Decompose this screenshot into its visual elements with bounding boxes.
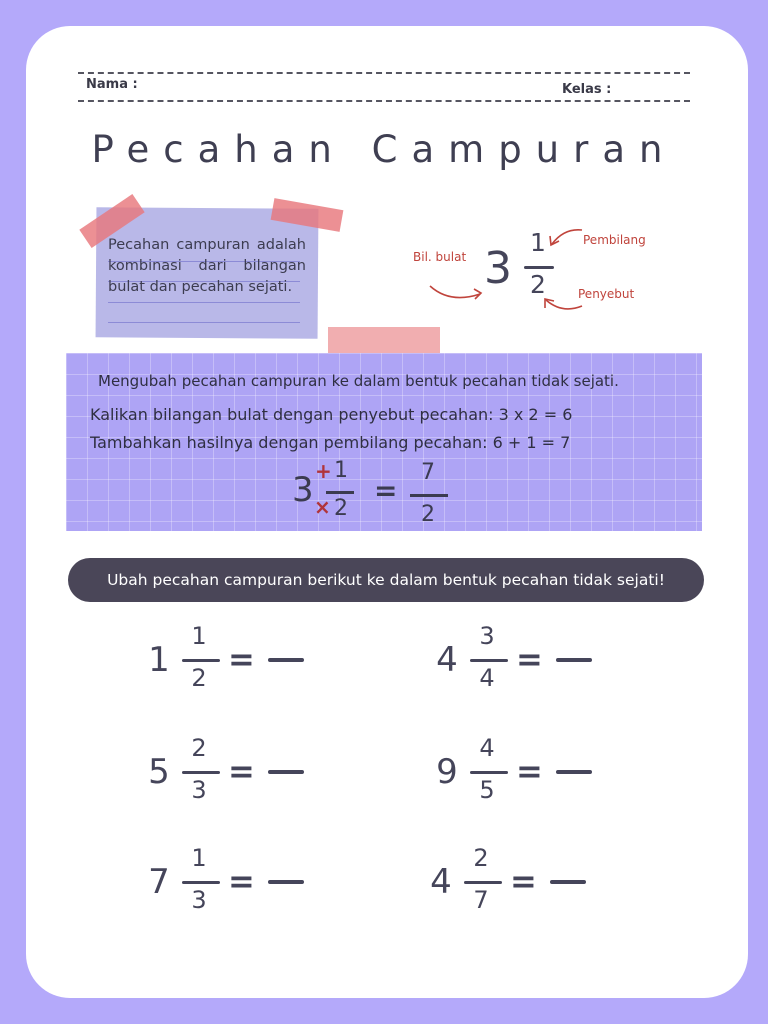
problem-denominator: 4 xyxy=(479,664,495,692)
problem-fraction-bar xyxy=(182,881,220,884)
problem-equals-sign: = xyxy=(516,640,543,678)
answer-blank[interactable] xyxy=(550,880,586,884)
problem-denominator: 5 xyxy=(479,776,495,804)
answer-blank[interactable] xyxy=(556,770,592,774)
problem-numerator: 1 xyxy=(191,844,207,872)
plus-sign: + xyxy=(315,459,332,483)
problem-whole-number: 5 xyxy=(148,752,170,792)
problem-whole-number: 1 xyxy=(148,640,170,680)
problem-whole-number: 9 xyxy=(436,752,458,792)
problem-equals-sign: = xyxy=(228,752,255,790)
diagram-numerator: 1 xyxy=(530,228,546,257)
problem-fraction-bar xyxy=(182,659,220,662)
problem-numerator: 3 xyxy=(479,622,495,650)
problem-numerator: 2 xyxy=(473,844,489,872)
problem-equals-sign: = xyxy=(228,862,255,900)
problem-fraction-bar xyxy=(470,771,508,774)
header-bottom-line xyxy=(78,100,690,102)
result-denominator: 2 xyxy=(421,502,435,527)
note-line xyxy=(108,302,300,303)
exercise-problem-3 xyxy=(142,734,342,832)
whole-number-label: Bil. bulat xyxy=(413,250,467,264)
diagram-arrows xyxy=(420,222,600,314)
times-sign: × xyxy=(314,495,331,519)
answer-blank[interactable] xyxy=(556,658,592,662)
problem-denominator: 7 xyxy=(473,886,489,914)
nama-label: Nama : xyxy=(86,77,138,92)
exercise-instruction-banner: Ubah pecahan campuran berikut ke dalam bentuk pecahan tidak sejati! xyxy=(68,558,704,602)
definition-text: Pecahan campuran adalah kombinasi dari bilangan bulat dan pecahan sejati. xyxy=(108,237,306,295)
answer-blank[interactable] xyxy=(268,658,304,662)
example-numerator: 1 xyxy=(334,458,348,483)
example-equals-sign: = xyxy=(374,474,398,507)
conversion-step-1: Kalikan bilangan bulat dengan penyebut pecahan: 3 x 2 = 6 xyxy=(90,405,573,424)
result-numerator: 7 xyxy=(421,460,435,485)
problem-equals-sign: = xyxy=(516,752,543,790)
problem-numerator: 4 xyxy=(479,734,495,762)
example-denominator: 2 xyxy=(334,496,348,521)
problem-fraction-bar xyxy=(470,659,508,662)
problem-whole-number: 4 xyxy=(430,862,452,902)
example-fraction-bar xyxy=(326,491,354,494)
exercise-problem-2 xyxy=(430,622,630,720)
numerator-label: Pembilang xyxy=(583,233,646,247)
problem-equals-sign: = xyxy=(510,862,537,900)
problem-denominator: 2 xyxy=(191,664,207,692)
denominator-label: Penyebut xyxy=(578,287,635,301)
problem-fraction-bar xyxy=(464,881,502,884)
problem-equals-sign: = xyxy=(228,640,255,678)
problem-fraction-bar xyxy=(182,771,220,774)
answer-blank[interactable] xyxy=(268,880,304,884)
problem-denominator: 3 xyxy=(191,886,207,914)
page-title: Pecahan Campuran xyxy=(91,128,677,171)
note-line xyxy=(108,322,300,323)
result-fraction-bar xyxy=(410,494,448,497)
diagram-denominator: 2 xyxy=(530,270,546,299)
answer-blank[interactable] xyxy=(268,770,304,774)
problem-whole-number: 4 xyxy=(436,640,458,680)
problem-denominator: 3 xyxy=(191,776,207,804)
problem-numerator: 1 xyxy=(191,622,207,650)
exercise-problem-4 xyxy=(430,734,630,832)
header-top-line xyxy=(78,72,690,74)
example-whole-number: 3 xyxy=(292,470,314,510)
exercise-problem-6 xyxy=(424,844,624,942)
diagram-whole-number: 3 xyxy=(484,243,512,294)
conversion-step-2: Tambahkan hasilnya dengan pembilang pecahan: 6 + 1 = 7 xyxy=(90,433,571,452)
denominator-arrow xyxy=(546,300,582,309)
exercise-problem-5 xyxy=(142,844,342,942)
problem-numerator: 2 xyxy=(191,734,207,762)
conversion-heading: Mengubah pecahan campuran ke dalam bentuk pecahan tidak sejati. xyxy=(98,372,619,390)
kelas-label: Kelas : xyxy=(562,82,612,97)
whole-arrow xyxy=(430,286,480,298)
problem-whole-number: 7 xyxy=(148,862,170,902)
exercise-problem-1 xyxy=(142,622,342,720)
